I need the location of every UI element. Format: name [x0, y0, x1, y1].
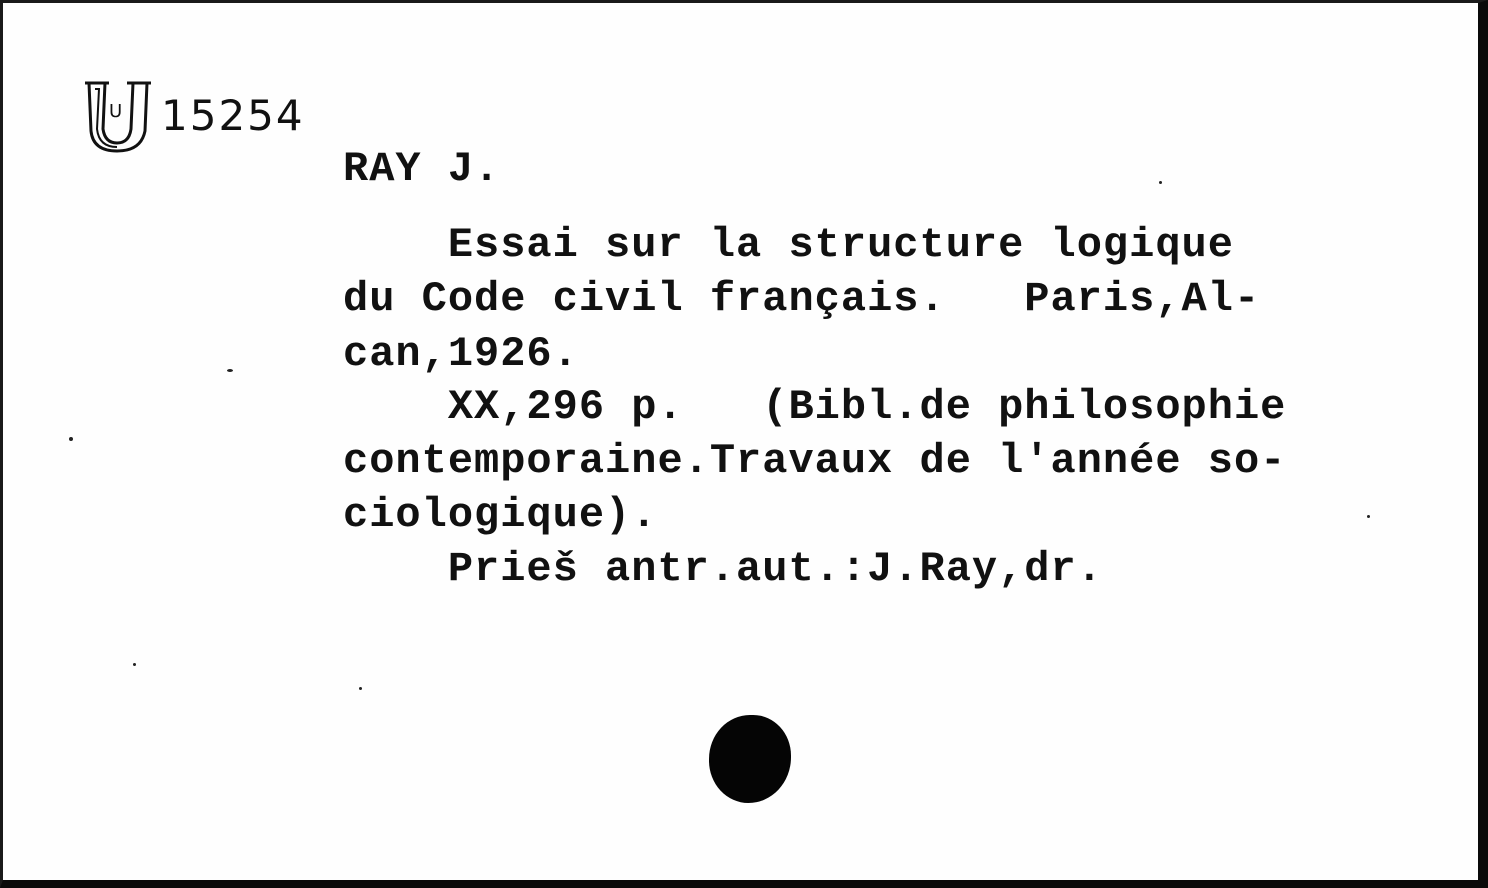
publication-line: can,1926. [343, 330, 579, 378]
speck [133, 663, 136, 666]
svg-text:U: U [109, 101, 123, 122]
series-line-2: ciologique). [343, 491, 658, 539]
speck [359, 687, 362, 690]
title-line-2: du Code civil français. Paris,Al- [343, 275, 1261, 323]
speck [1367, 515, 1370, 518]
call-number: 15254 [161, 91, 305, 140]
note-line: Prieš antr.aut.:J.Ray,dr. [343, 545, 1103, 593]
u-letter-stamp-icon [83, 77, 151, 153]
punch-hole [709, 715, 791, 803]
title-line-1: Essai sur la structure logique [343, 221, 1234, 269]
speck [227, 369, 233, 372]
speck [1159, 181, 1162, 184]
series-line-1: contemporaine.Travaux de l'année so- [343, 437, 1287, 485]
author-line: RAY J. [343, 145, 501, 193]
speck [69, 437, 73, 441]
collation-line: XX,296 p. (Bibl.de philosophie [343, 383, 1287, 431]
